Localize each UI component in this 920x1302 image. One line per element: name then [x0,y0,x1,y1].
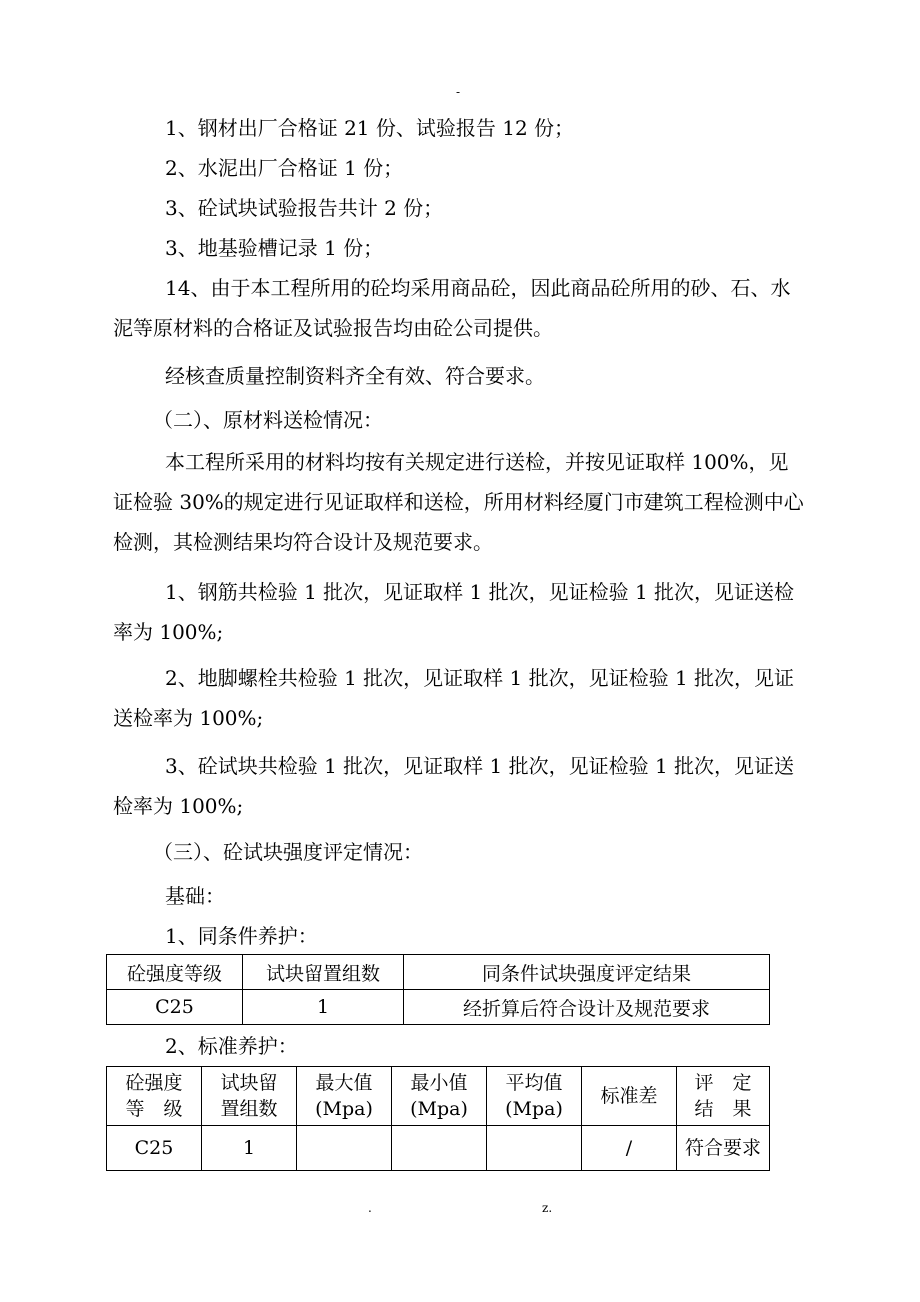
paragraph-inspection-rules: 本工程所采用的材料均按有关规定进行送检，并按见证取样 100%，见证检验 30%的规定进行见证取样和送检，所用材料经厦门市建筑工程检测中心检测，其检测结果均符合设计及规范要求。 [113,450,804,554]
paragraph-concrete-test-reports: 3、砼试块试验报告共计 2 份； [165,196,444,220]
table-header-cell [677,1067,770,1126]
label-standard-curing: 2、标准养护： [165,1034,298,1058]
table-cell: 经折算后符合设计及规范要求 [404,990,770,1025]
table-cell: C25 [107,990,243,1025]
table-cell [297,1126,392,1171]
header-line: 结 果 [694,1098,752,1120]
table-header-cell: 同条件试块强度评定结果 [404,955,770,990]
table-header-cell [297,1067,392,1126]
table-header-cell: 试块留置组数 [243,955,404,990]
header-line: (Mpa) [505,1098,563,1120]
table-cell: 1 [202,1126,297,1171]
section-heading-material-inspection: （二）、原材料送检情况： [153,408,383,432]
paragraph-steel-certificates: 1、钢材出厂合格证 21 份、试验报告 12 份； [165,116,575,140]
header-line: (Mpa) [410,1098,468,1120]
footer-left-mark: . [368,1201,372,1215]
table-header-row [107,955,770,990]
header-line: 评 定 [694,1072,752,1094]
header-line: 砼强度 [125,1072,183,1094]
paragraph-commercial-concrete: 14、由于本工程所用的砼均采用商品砼，因此商品砼所用的砂、石、水泥等原材料的合格证及试验报告均由砼公司提供。 [113,276,791,340]
table-cell: C25 [107,1126,202,1171]
header-line: (Mpa) [315,1098,373,1120]
table-cell [392,1126,487,1171]
table-header-cell [487,1067,582,1126]
label-foundation: 基础： [165,884,225,908]
table-cell: / [582,1126,677,1171]
paragraph-anchor-bolt-inspection: 2、地脚螺栓共检验 1 批次，见证取样 1 批次，见证检验 1 批次，见证送检率为 100%; [113,666,795,730]
table-row [107,990,770,1025]
paragraph-concrete-block-inspection: 3、砼试块共检验 1 批次，见证取样 1 批次，见证检验 1 批次，见证送检率为 100%; [113,754,795,818]
header-line: 置组数 [220,1098,278,1120]
label-same-condition-curing: 1、同条件养护： [165,924,318,948]
table-cell: 1 [243,990,404,1025]
header-line: 试块留 [220,1072,278,1094]
table-header-cell [392,1067,487,1126]
paragraph-quality-conclusion: 经核查质量控制资料齐全有效、符合要求。 [165,364,545,388]
footer-right-mark: z. [542,1201,553,1215]
table-header-row [107,1067,770,1126]
table-cell: 符合要求 [677,1126,770,1171]
section-heading-strength-evaluation: （三）、砼试块强度评定情况： [153,840,423,864]
same-condition-curing-table [106,954,770,1025]
header-line: 平均值 [505,1072,563,1094]
table-row [107,1126,770,1171]
header-line: 标准差 [600,1085,658,1107]
header-line: 最小值 [410,1072,468,1094]
table-header-cell [107,1067,202,1126]
table-header-cell: 砼强度等级 [107,955,243,990]
table-cell [487,1126,582,1171]
header-line: 等 级 [125,1098,183,1120]
paragraph-cement-certificate: 2、水泥出厂合格证 1 份； [165,156,404,180]
table-header-cell [582,1067,677,1126]
paragraph-foundation-record: 3、地基验槽记录 1 份； [165,236,384,260]
standard-curing-table [106,1066,770,1171]
header-line: 最大值 [315,1072,373,1094]
header-mark: - [456,85,461,99]
paragraph-rebar-inspection: 1、钢筋共检验 1 批次，见证取样 1 批次，见证检验 1 批次，见证送检率为 100%; [113,580,795,644]
table-header-cell [202,1067,297,1126]
